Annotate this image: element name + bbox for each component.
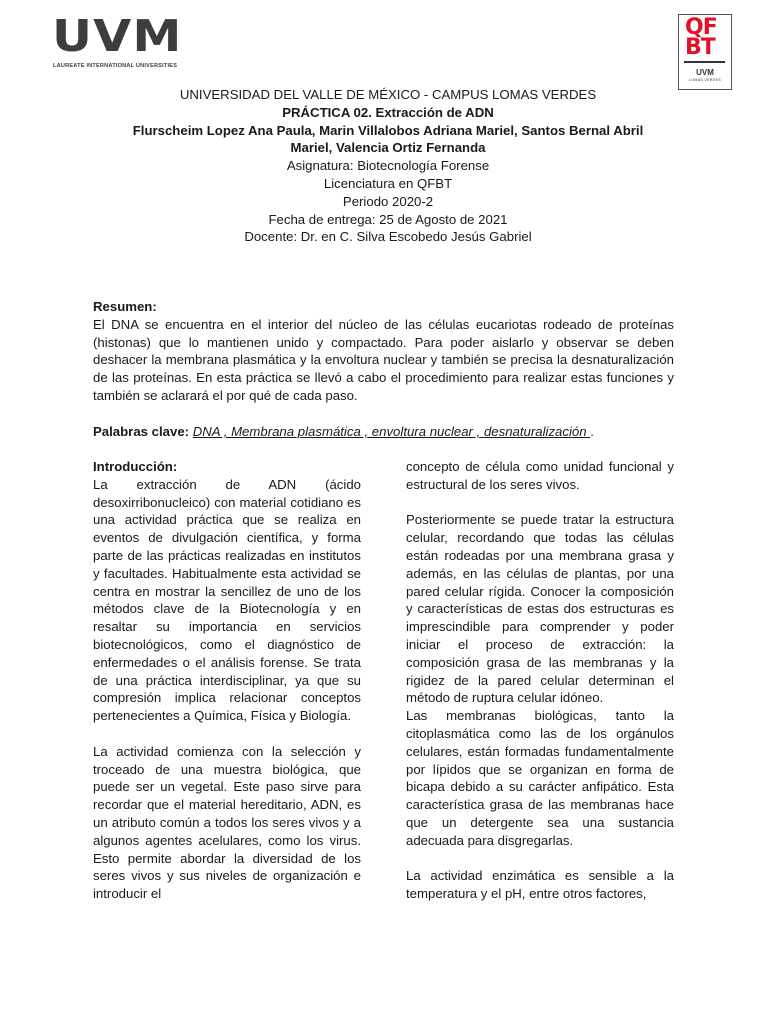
period: Periodo 2020-2: [342, 193, 434, 209]
uvm-logo: [52, 11, 192, 74]
practice-title: PRÁCTICA 02. Extracción de ADN: [282, 104, 494, 120]
intro-heading: Introducción:: [93, 459, 178, 474]
degree: Licenciatura en QFBT: [323, 175, 453, 191]
delivery-date: Fecha de entrega: 25 de Agosto de 2021: [268, 211, 508, 227]
uvm-logo-text: UVM: [52, 11, 183, 62]
intro-right-paragraph-3: Las membranas biológicas, tanto la citoplasmática como las de los orgánulos celulares, están formadas fundamentalmente por lípidos que se organizan en forma de bicapa debido a su carácter anfipático. Esta característica grasa de las membranas hace que un detergente sea una sustancia adecuada para disgregarlas.: [406, 708, 674, 848]
abstract-heading: Resumen:: [93, 299, 157, 314]
qfbt-logo-top: QF: [685, 15, 717, 40]
qfbt-logo-uvm: UVM: [696, 68, 714, 77]
qfbt-logo: [678, 14, 732, 90]
subject: Asignatura: Biotecnología Forense: [286, 158, 490, 174]
authors-line-1: Flurscheim Lopez Ana Paula, Marin Villalobos Adriana Mariel, Santos Bernal Abril: [132, 122, 644, 138]
qfbt-logo-divider: [684, 61, 725, 63]
title-block: [60, 86, 716, 246]
university-name: UNIVERSIDAD DEL VALLE DE MÉXICO - CAMPUS LOMAS VERDES: [179, 87, 597, 102]
intro-right-paragraph-4: La actividad enzimática es sensible a la temperatura y el pH, entre otros factores,: [406, 868, 674, 902]
qfbt-logo-sub: LOMAS VERDES: [689, 78, 721, 82]
authors-line-2: Mariel, Valencia Ortiz Fernanda: [290, 140, 486, 156]
uvm-logo-tagline: LAUREATE INTERNATIONAL UNIVERSITIES: [53, 63, 178, 69]
qfbt-logo-bottom: BT: [685, 35, 715, 60]
intro-right-column: [406, 458, 674, 903]
keywords-line: [93, 423, 674, 441]
intro-left-paragraph-1: La extracción de ADN (ácido desoxirribonucleico) con material cotidiano es una actividad práctica que se realiza en eventos de divulgación científica, y forma parte de las prácticas realizadas en institutos y facultades. Habitualmente esta actividad se centra en mostrar la sencillez de uno de los métodos clave de la Biotecnología y en resaltar su importancia en servicios biotecnológicos, como el diagnóstico de enfermedades o el análisis forense. Se trata de una práctica interdisciplinar, ya que su compresión implica relacionar conceptos pertenecientes a Química, Física y Biología.: [93, 476, 361, 724]
intro-right-paragraph-1: concepto de célula como unidad funcional y estructural de los seres vivos.: [406, 459, 674, 492]
keywords-end: .: [590, 424, 594, 439]
teacher: Docente: Dr. en C. Silva Escobedo Jesús Gabriel: [244, 229, 532, 245]
keywords-list[interactable]: DNA , Membrana plasmática , envoltura nuclear , desnaturalización: [192, 424, 591, 439]
intro-left-paragraph-2: La actividad comienza con la selección y troceado de una muestra biológica, que puede ser un vegetal. Este paso sirve para recordar que el material hereditario, ADN, es un atributo común a todos los seres vivos y a algunos agentes acelulares, como los virus. Esto permite abordar la diversidad de los seres vivos y sus niveles de organización e introducir el: [93, 743, 361, 902]
intro-left-column: [93, 458, 361, 903]
abstract-text: El DNA se encuentra en el interior del núcleo de las células eucariotas rodeado de proteínas (histonas) que lo mantienen unido y compactado. Para poder aislarlo y observar se deben deshacer la membrana plasmática y la envoltura nuclear y también se precisa la desnaturalización de las proteínas. En esta práctica se llevó a cabo el procedimiento para realizar estas funciones y también se aclarará el por qué de cada paso.: [93, 316, 674, 403]
intro-right-paragraph-2: Posteriormente se puede tratar la estructura celular, recordando que todas las células están rodeadas por una membrana grasa y además, en las células de plantas, por una pared celular rígida. Conocer la composición y características de estas dos estructuras es imprescindible para comprender y poder iniciar el proceso de extracción: la composición grasa de las membranas y la rigidez de la pared celular determinan el método de ruptura celular idóneo.: [406, 512, 674, 706]
keywords-label: Palabras clave:: [93, 424, 190, 439]
abstract-section: [93, 298, 674, 405]
